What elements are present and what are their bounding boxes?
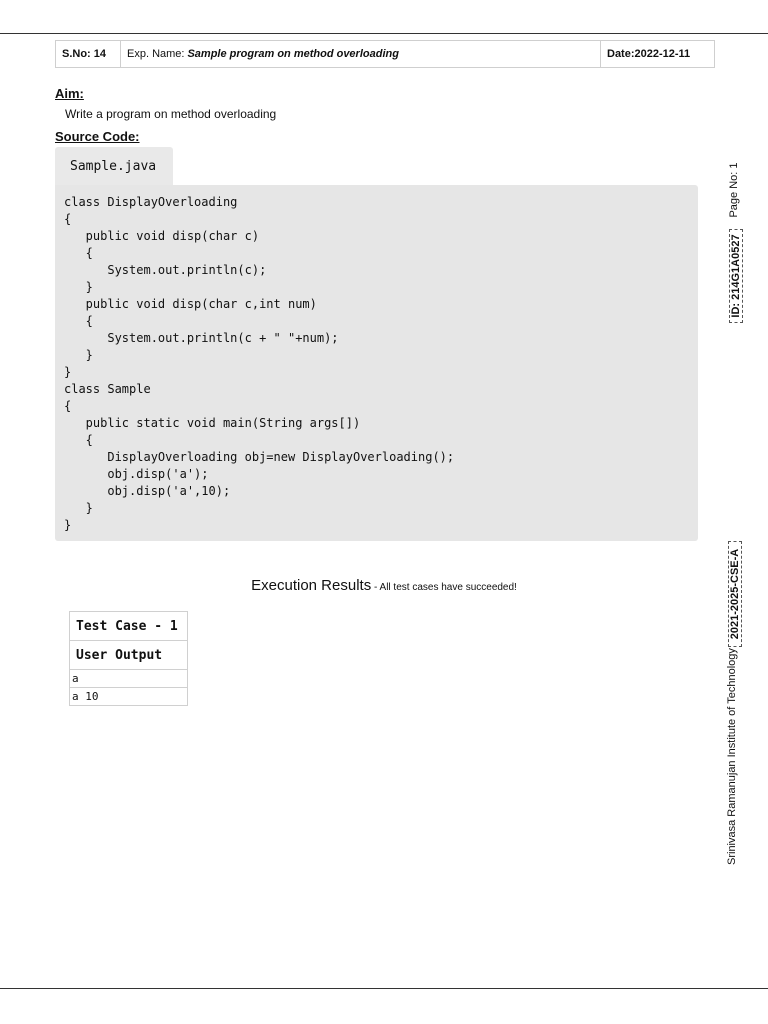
batch-label: 2021-2025-CSE-A (728, 541, 742, 647)
test-case-label: Test Case - 1 (70, 612, 187, 641)
student-id: ID: 214G1A0527 (729, 229, 743, 323)
experiment-header (55, 40, 715, 68)
experiment-name-label: Exp. Name: (127, 48, 185, 60)
output-line: a 10 (72, 690, 99, 703)
source-code-heading: Source Code: (55, 129, 140, 144)
execution-title: Execution Results (251, 577, 372, 594)
execution-status: - All test cases have succeeded! (371, 582, 517, 593)
output-line: a (70, 670, 187, 688)
file-tab[interactable]: Sample.java (55, 147, 173, 185)
experiment-date: Date:2022-12-11 (607, 48, 691, 60)
institute-name: Srinivasa Ramanujan Institute of Technology (726, 648, 738, 865)
bottom-rule (0, 988, 768, 989)
aim-heading: Aim: (55, 86, 84, 101)
code-block (55, 185, 698, 541)
source-code: class DisplayOverloading { public void disp(char c) { System.out.println(c); } public void disp(char c,int num) { System.out.println(c + " "+num); } } class Sample { public static void main(String args[]) { DisplayOverloading obj=new DisplayOverloading(); obj.disp('a'); obj.disp('a',10); } } (64, 195, 455, 532)
page-number: Page No: 1 (728, 162, 740, 218)
aim-text: Write a program on method overloading (65, 107, 277, 121)
test-case-table (69, 611, 188, 706)
experiment-name: Sample program on method overloading (187, 48, 399, 60)
experiment-name-cell (121, 41, 601, 67)
top-rule (0, 33, 768, 34)
user-output-label: User Output (70, 641, 187, 670)
execution-results-heading (0, 577, 768, 594)
serial-number: S.No: 14 (56, 41, 121, 67)
